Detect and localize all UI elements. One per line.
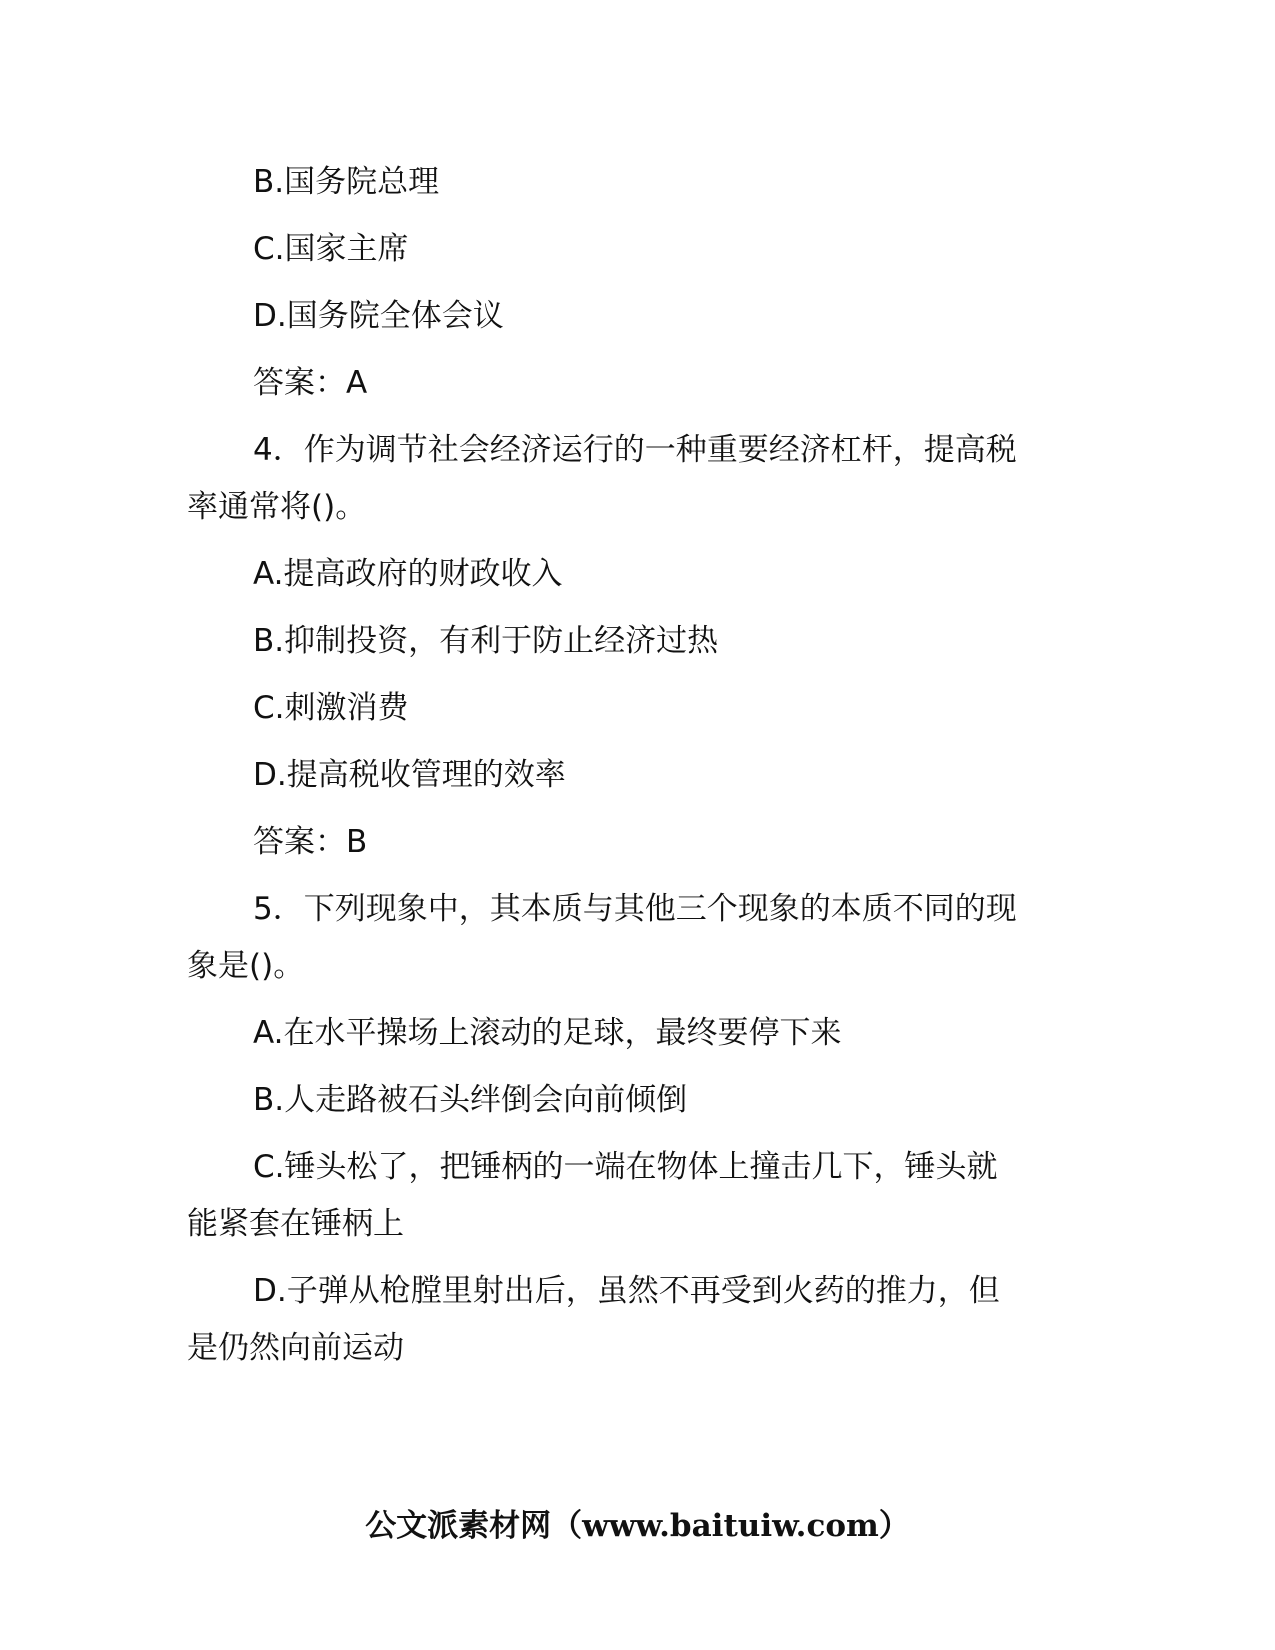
q5-option-b: B.人走路被石头绊倒会向前倾倒 [253,1082,688,1118]
q3-answer: 答案：A [253,365,368,401]
q4-option-c: C.刺激消费 [253,690,409,726]
q5-question-line1: 5．下列现象中，其本质与其他三个现象的本质不同的现 [253,891,1017,927]
q4-option-d: D.提高税收管理的效率 [253,757,566,793]
q4-question-line1: 4．作为调节社会经济运行的一种重要经济杠杆，提高税 [253,432,1017,468]
q5-option-d-line2: 是仍然向前运动 [187,1330,404,1366]
footer-source: 公文派素材网（www.baituiw.com） [365,1508,910,1544]
q4-answer: 答案：B [253,824,368,860]
q5-option-a: A.在水平操场上滚动的足球，最终要停下来 [253,1015,842,1051]
q5-option-c-line1: C.锤头松了，把锤柄的一端在物体上撞击几下，锤头就 [253,1149,998,1185]
q3-option-b: B.国务院总理 [253,164,440,200]
q4-option-b: B.抑制投资，有利于防止经济过热 [253,623,719,659]
q3-option-c: C.国家主席 [253,231,409,267]
q5-option-c-line2: 能紧套在锤柄上 [187,1206,404,1242]
q4-question-line2: 率通常将()。 [187,489,367,525]
q3-option-d: D.国务院全体会议 [253,298,504,334]
q4-option-a: A.提高政府的财政收入 [253,556,563,592]
q5-option-d-line1: D.子弹从枪膛里射出后，虽然不再受到火药的推力，但 [253,1273,1000,1309]
q5-question-line2: 象是()。 [187,948,305,984]
